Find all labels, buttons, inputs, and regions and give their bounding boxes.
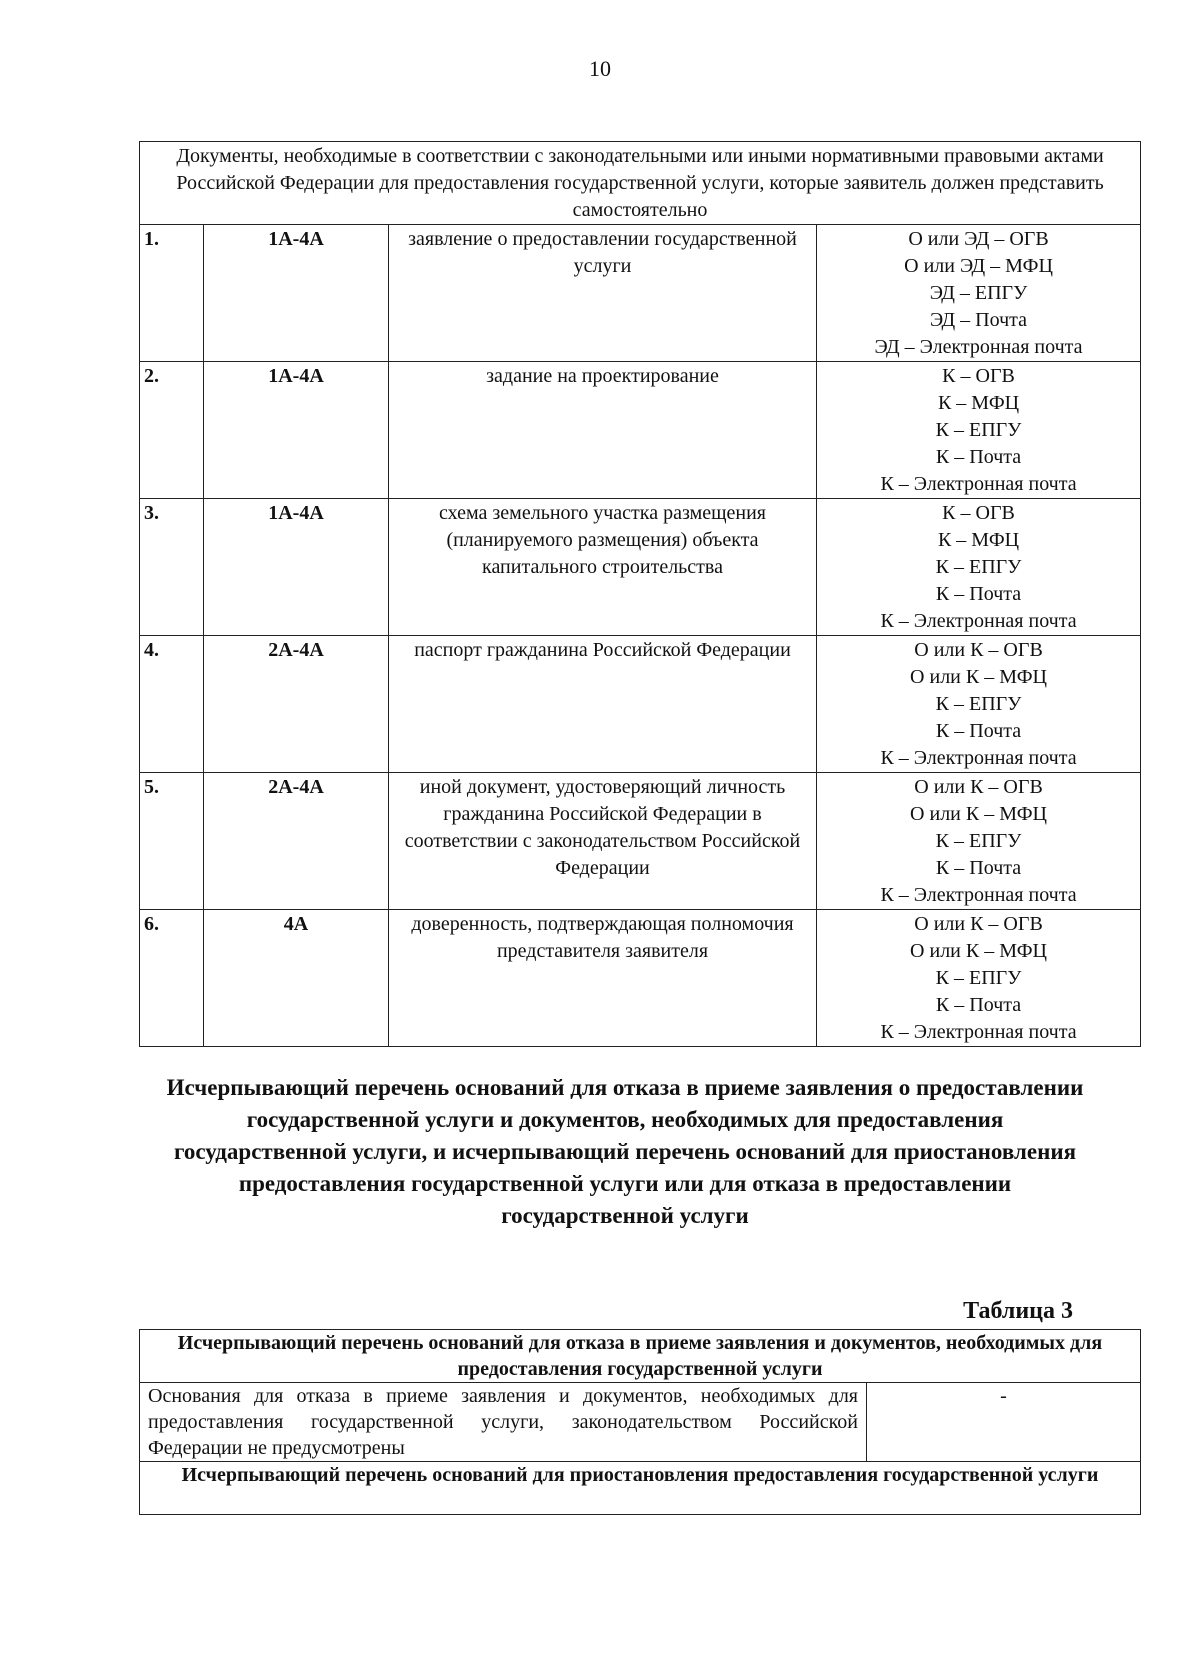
applicant-category-code: 1А-4А — [204, 225, 389, 362]
submission-method: О или К – ОГВ — [914, 913, 1043, 935]
submission-method: К – ЕПГУ — [935, 693, 1022, 715]
submission-method: О или К – МФЦ — [910, 803, 1047, 825]
row-number: 4. — [140, 636, 204, 773]
document-row — [140, 773, 1141, 910]
suspension-header-row — [140, 1462, 1141, 1515]
applicant-category-code: 2А-4А — [204, 636, 389, 773]
suspension-grounds-header: Исчерпывающий перечень оснований для приостановления предоставления государственной услуги — [140, 1462, 1141, 1515]
submission-method: О или ЭД – МФЦ — [904, 255, 1053, 277]
refusal-grounds-text: Основания для отказа в приеме заявления и документов, необходимых для предоставления государственной услуги, законодательством Российской Федерации не предусмотрены — [140, 1383, 867, 1462]
submission-method: К – МФЦ — [937, 392, 1020, 414]
submission-method: ЭД – Электронная почта — [874, 336, 1083, 358]
document-description: доверенность, подтверждающая полномочия представителя заявителя — [389, 910, 817, 1047]
refusal-grounds-table — [139, 1329, 1141, 1515]
applicant-category-code: 4А — [204, 910, 389, 1047]
row-number: 2. — [140, 362, 204, 499]
document-row — [140, 499, 1141, 636]
submission-method: К – Почта — [935, 583, 1022, 605]
document-description: задание на проектирование — [389, 362, 817, 499]
document-row — [140, 910, 1141, 1047]
submission-method: К – Электронная почта — [880, 473, 1077, 495]
row-number: 5. — [140, 773, 204, 910]
applicant-category-code: 2А-4А — [204, 773, 389, 910]
submission-methods — [817, 910, 1141, 1047]
submission-method: К – ОГВ — [942, 502, 1015, 524]
submission-method: К – ЕПГУ — [935, 556, 1022, 578]
row-number: 3. — [140, 499, 204, 636]
documents-table-header: Документы, необходимые в соответствии с законодательными или иными нормативными правовыми актами Российской Федерации для предоставления государственной услуги, которые заявитель должен представить самостоятельно — [140, 142, 1141, 225]
submission-method: К – Электронная почта — [880, 884, 1077, 906]
submission-method: К – ЕПГУ — [935, 419, 1022, 441]
submission-methods — [817, 362, 1141, 499]
document-row — [140, 225, 1141, 362]
refusal-header-row — [140, 1330, 1141, 1383]
refusal-grounds-value: - — [867, 1383, 1141, 1462]
documents-table — [139, 141, 1141, 1047]
submission-methods — [817, 499, 1141, 636]
submission-method: К – МФЦ — [937, 529, 1020, 551]
applicant-category-code: 1А-4А — [204, 499, 389, 636]
submission-method: К – ЕПГУ — [935, 967, 1022, 989]
refusal-grounds-row — [140, 1383, 1141, 1462]
document-description: паспорт гражданина Российской Федерации — [389, 636, 817, 773]
submission-method: К – ОГВ — [942, 365, 1015, 387]
submission-method: К – Почта — [935, 720, 1022, 742]
document-row — [140, 636, 1141, 773]
submission-method: К – Электронная почта — [880, 747, 1077, 769]
applicant-category-code: 1А-4А — [204, 362, 389, 499]
submission-method: ЭД – Почта — [930, 309, 1028, 331]
submission-method: К – ЕПГУ — [935, 830, 1022, 852]
submission-method: К – Электронная почта — [880, 1021, 1077, 1043]
page-number: 10 — [589, 56, 611, 81]
submission-methods — [817, 225, 1141, 362]
submission-methods — [817, 773, 1141, 910]
submission-method: О или К – ОГВ — [914, 776, 1043, 798]
submission-method: К – Почта — [935, 446, 1022, 468]
submission-method: О или К – МФЦ — [910, 940, 1047, 962]
submission-method: О или К – МФЦ — [910, 666, 1047, 688]
document-description: схема земельного участка размещения (планируемого размещения) объекта капитального строительства — [389, 499, 817, 636]
document-description: иной документ, удостоверяющий личность гражданина Российской Федерации в соответствии с законодательством Российской Федерации — [389, 773, 817, 910]
document-row — [140, 362, 1141, 499]
row-number: 1. — [140, 225, 204, 362]
submission-method: К – Электронная почта — [880, 610, 1077, 632]
section-heading: Исчерпывающий перечень оснований для отказа в приеме заявления о предоставлении государственной услуги и документов, необходимых для предоставления государственной услуги, и исчерпывающий перечень оснований для приостановления предоставления государственной услуги или для отказа в предоставлении государственной услуги — [166, 1075, 1084, 1228]
submission-method: О или ЭД – ОГВ — [908, 228, 1049, 250]
documents-table-header-row — [140, 142, 1141, 225]
submission-method: ЭД – ЕПГУ — [929, 282, 1028, 304]
document-description: заявление о предоставлении государственной услуги — [389, 225, 817, 362]
submission-methods — [817, 636, 1141, 773]
row-number: 6. — [140, 910, 204, 1047]
submission-method: К – Почта — [935, 994, 1022, 1016]
submission-method: О или К – ОГВ — [914, 639, 1043, 661]
table-caption: Таблица 3 — [963, 1298, 1073, 1324]
submission-method: К – Почта — [935, 857, 1022, 879]
documents-table-body — [140, 225, 1141, 1047]
refusal-acceptance-header: Исчерпывающий перечень оснований для отказа в приеме заявления и документов, необходимых для предоставления государственной услуги — [140, 1330, 1141, 1383]
